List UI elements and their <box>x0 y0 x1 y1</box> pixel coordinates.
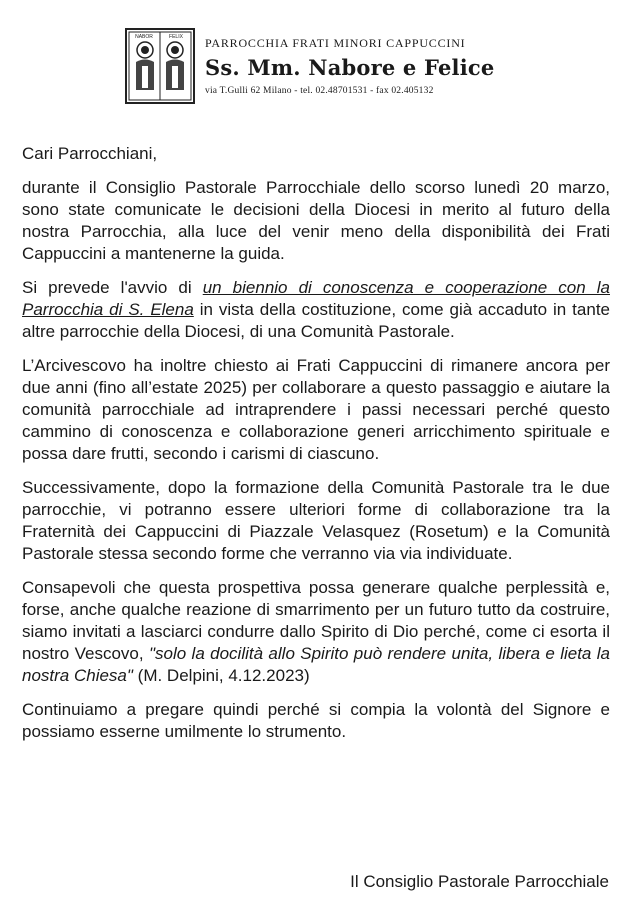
paragraph-4: Successivamente, dopo la formazione della Comunità Pastorale tra le due parrocchie, vi potranno essere ulteriori forme di collaborazione tra la Fraternità dei Cappuccini di Piazzale Velasquez (Rosetum) e la Comunità Pastorale stessa secondo forme che verranno via via individuate. <box>22 478 610 563</box>
logo-text-right: FELIX <box>169 34 183 40</box>
paragraph-1: durante il Consiglio Pastorale Parrocchiale dello scorso lunedì 20 marzo, sono state comunicate le decisioni della Diocesi in merito al futuro della nostra Parrocchia, alla luce del venir meno della disponibilità dei Frati Cappuccini a mantenerne la guida. <box>22 178 610 263</box>
quote-citation: (M. Delpini, 4.12.2023) <box>132 666 310 685</box>
paragraph-5 <box>22 577 610 687</box>
underlined-phrase: un biennio di conoscenza e cooperazione con la Parrocchia di S. Elena <box>22 278 610 319</box>
paragraph-6: Continuiamo a pregare quindi perché si compia la volontà del Signore e possiamo esserne umilmente lo strumento. <box>22 700 610 741</box>
paragraph-3: L’Arcivescovo ha inoltre chiesto ai Frati Cappuccini di rimanere ancora per due anni (fino all’estate 2025) per collaborare a questo passaggio e aiutare la comunità parrocchiale ad intraprendere i passi necessari perché questo cammino di conoscenza e collaborazione generi arricchimento spirituale e possa dare frutti, secondo i carismi di ciascuno. <box>22 356 610 463</box>
parish-logo <box>125 28 195 104</box>
parish-order: PARROCCHIA FRATI MINORI CAPPUCCINI <box>205 36 466 50</box>
parish-address: via T.Gulli 62 Milano - tel. 02.48701531 - fax 02.405132 <box>205 86 434 96</box>
letterhead-text <box>205 28 605 96</box>
bishop-quote: "solo la docilità allo Spirito può rendere unita, libera e lieta la nostra Chiesa" <box>22 644 610 685</box>
letterhead <box>125 28 605 108</box>
paragraph-5-start: Consapevoli che questa prospettiva possa generare qualche perplessità e, forse, anche qualche reazione di smarrimento per un futuro tutto da costruire, siamo invitati a lasciarci condurre dallo Spirito di Dio perché, come ci esorta il nostro Vescovo, <box>22 578 610 663</box>
signature: Il Consiglio Pastorale Parrocchiale <box>350 872 609 891</box>
paragraph-2 <box>22 277 610 343</box>
salutation: Cari Parrocchiani, <box>22 144 158 163</box>
parish-name: Ss. Mm. Nabore e Felice <box>205 55 495 80</box>
paragraph-2-start: Si prevede l'avvio di <box>22 278 203 297</box>
logo-text-left: NABOR <box>135 34 153 40</box>
paragraph-2-end: in vista della costituzione, come già accaduto in tante altre parrocchie della Diocesi, di una Comunità Pastorale. <box>22 300 610 341</box>
letter-body <box>22 143 610 755</box>
